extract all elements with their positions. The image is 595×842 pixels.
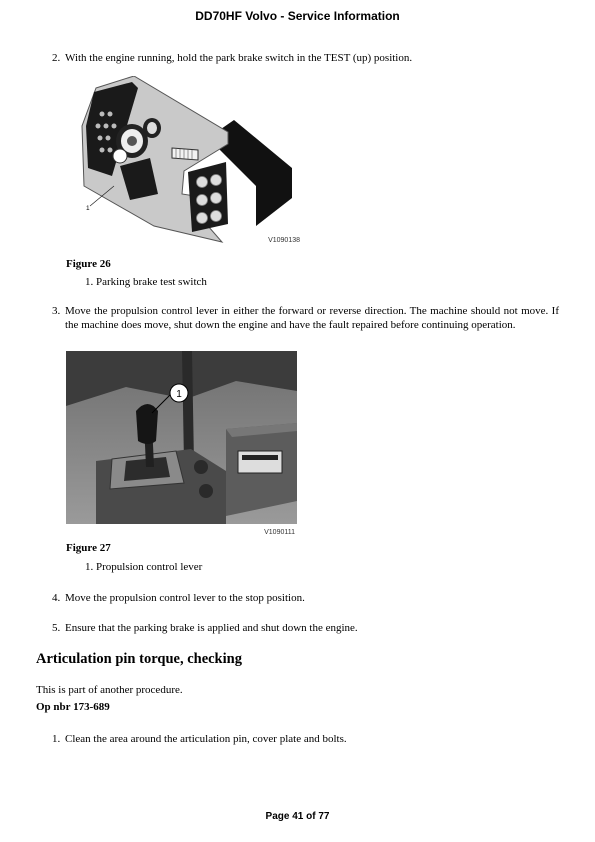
step-text: With the engine running, hold the park brake switch in the TEST (up) position. bbox=[65, 52, 413, 64]
page-header: DD70HF Volvo - Service Information bbox=[195, 9, 400, 23]
section-heading: Articulation pin torque, checking bbox=[36, 651, 242, 667]
dashboard-illustration bbox=[80, 76, 300, 248]
step-text: Ensure that the parking brake is applied and shut down the engine. bbox=[65, 622, 358, 634]
propulsion-lever-photo bbox=[66, 351, 297, 524]
step-text: Clean the area around the articulation pin, cover plate and bolts. bbox=[65, 733, 347, 745]
callout-1: 1 bbox=[86, 205, 90, 212]
figure-27-title: Figure 27 bbox=[66, 542, 111, 554]
image-id: V1090138 bbox=[268, 237, 300, 244]
figure-27-image bbox=[66, 351, 297, 536]
step-text: Move the propulsion control lever to the stop position. bbox=[65, 592, 305, 604]
page-footer: Page 41 of 77 bbox=[265, 811, 330, 822]
figure-27-legend-item: 1. Propulsion control lever bbox=[85, 561, 203, 573]
figure-26-title: Figure 26 bbox=[66, 258, 111, 270]
figure-26-image bbox=[80, 76, 300, 248]
section-intro: This is part of another procedure. bbox=[36, 684, 183, 696]
step-number: 4. bbox=[52, 592, 61, 604]
callout-1: 1 bbox=[176, 389, 182, 400]
figure-26-legend-item: 1. Parking brake test switch bbox=[85, 276, 207, 288]
step-text: Move the propulsion control lever in either the forward or reverse direction. The machine should not move. If the machine does move, shut down the engine and have the fault repaired before continuing operation. bbox=[65, 305, 559, 331]
step-number: 2. bbox=[52, 52, 61, 64]
op-number: Op nbr 173-689 bbox=[36, 701, 110, 713]
step-number: 5. bbox=[52, 622, 61, 634]
step-number: 3. bbox=[52, 305, 61, 317]
image-id: V1090111 bbox=[264, 529, 295, 536]
step-number: 1. bbox=[52, 733, 61, 745]
